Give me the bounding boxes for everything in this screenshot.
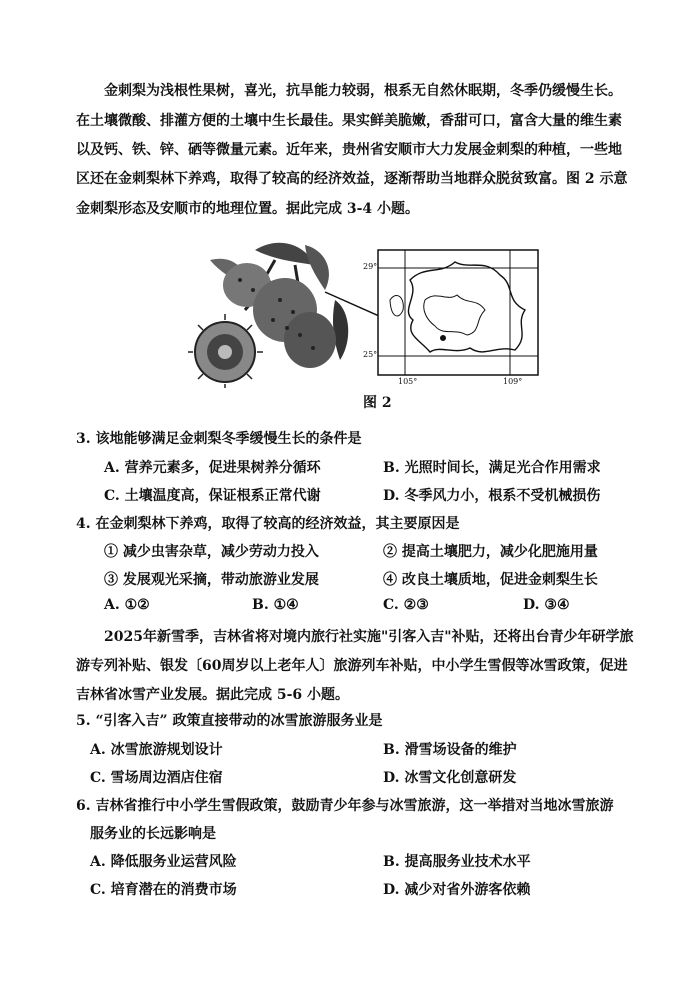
passage2-line-1: 2025年新雪季，吉林省将对境内旅行社实施"引客入吉"补贴，还将出台青少年研学旅 (104, 629, 634, 645)
q3-option-c: C. 土壤温度高，保证根系正常代谢 (104, 488, 321, 504)
q4-option-d: D. ③④ (523, 597, 570, 613)
map-label-lon-109: 109° (503, 377, 523, 386)
q4-stem: 4. 在金刺梨林下养鸡，取得了较高的经济效益，其主要原因是 (76, 516, 460, 532)
map-label-lat-25: 25° (363, 350, 378, 359)
passage2-line-3: 吉林省冰雪产业发展。据此完成 5-6 小题。 (76, 687, 350, 703)
map-label-lon-105: 105° (398, 377, 418, 386)
q4-statement-2: ② 提高土壤肥力，减少化肥施用量 (383, 544, 598, 560)
q5-option-c: C. 雪场周边酒店住宿 (90, 770, 223, 786)
q4-option-a: A. ①② (104, 597, 150, 613)
q3-option-b: B. 光照时间长，满足光合作用需求 (383, 460, 601, 476)
q6-option-b: B. 提高服务业技术水平 (383, 854, 531, 870)
q4-statement-3: ③ 发展观光采摘，带动旅游业发展 (104, 572, 319, 588)
intro-line-2: 在土壤微酸、排灌方便的土壤中生长最佳。果实鲜美脆嫩，香甜可口，富含大量的维生素 (76, 113, 622, 129)
fruit-illustration (188, 243, 348, 388)
figure-caption: 图 2 (363, 395, 392, 411)
q4-option-b: B. ①④ (252, 597, 299, 613)
q3-option-a: A. 营养元素多，促进果树养分循环 (104, 460, 321, 476)
q4-option-c: C. ②③ (383, 597, 429, 613)
q6-stem-line-1: 6. 吉林省推行中小学生雪假政策，鼓励青少年参与冰雪旅游，这一举措对当地冰雪旅游 (76, 798, 614, 814)
intro-line-3: 以及钙、铁、锌、硒等微量元素。近年来，贵州省安顺市大力发展金刺梨的种植，一些地 (76, 142, 622, 158)
q4-statement-4: ④ 改良土壤质地，促进金刺梨生长 (383, 572, 598, 588)
q3-option-d: D. 冬季风力小，根系不受机械损伤 (383, 488, 601, 504)
q3-stem: 3. 该地能够满足金刺梨冬季缓慢生长的条件是 (76, 431, 362, 447)
intro-line-4: 区还在金刺梨林下养鸡，取得了较高的经济效益，逐渐帮助当地群众脱贫致富。图 2 示意 (76, 171, 628, 187)
map-label-lat-29: 29° (363, 262, 378, 271)
q4-statement-1: ① 减少虫害杂草，减少劳动力投入 (104, 544, 319, 560)
q6-option-a: A. 降低服务业运营风险 (90, 854, 237, 870)
q5-option-b: B. 滑雪场设备的维护 (383, 742, 517, 758)
q6-option-c: C. 培育潜在的消费市场 (90, 882, 237, 898)
location-map (378, 250, 538, 375)
passage2-line-2: 游专列补贴、银发〔60周岁以上老年人〕旅游列车补贴，中小学生雪假等冰雪政策，促进 (76, 658, 628, 674)
q5-stem: 5. “引客入吉” 政策直接带动的冰雪旅游服务业是 (76, 713, 383, 729)
q6-option-d: D. 减少对省外游客依赖 (383, 882, 531, 898)
intro-line-1: 金刺梨为浅根性果树，喜光，抗旱能力较弱，根系无自然休眠期，冬季仍缓慢生长。 (104, 83, 622, 99)
intro-line-5: 金刺梨形态及安顺市的地理位置。据此完成 3-4 小题。 (76, 201, 420, 217)
q5-option-d: D. 冰雪文化创意研发 (383, 770, 517, 786)
q5-option-a: A. 冰雪旅游规划设计 (90, 742, 223, 758)
q6-stem-line-2: 服务业的长远影响是 (90, 826, 216, 842)
figure-2 (185, 240, 545, 390)
